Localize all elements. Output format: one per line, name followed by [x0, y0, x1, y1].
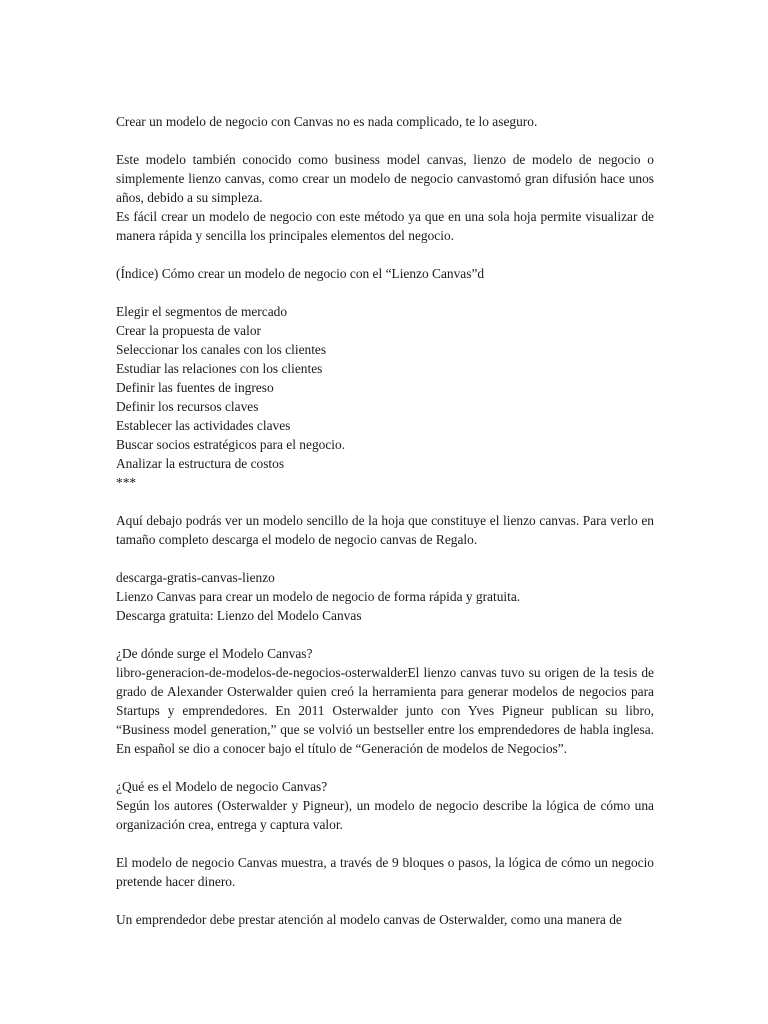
download-block — [116, 568, 654, 625]
list-item: Buscar socios estratégicos para el negocio. — [116, 437, 346, 452]
list-item: Elegir el segmentos de mercado — [116, 304, 288, 319]
intro-paragraph: Crear un modelo de negocio con Canvas no es nada complicado, te lo aseguro. — [116, 114, 538, 129]
list-item: Estudiar las relaciones con los clientes — [116, 361, 323, 376]
nine-blocks-paragraph: El modelo de negocio Canvas muestra, a través de 9 bloques o pasos, la lógica de cómo un negocio pretende hacer dinero. — [116, 855, 654, 889]
definition-section — [116, 777, 654, 834]
list-item: Seleccionar los canales con los clientes — [116, 342, 327, 357]
canvas-preview-paragraph: Aquí debajo podrás ver un modelo sencillo de la hoja que constituye el lienzo canvas. Para verlo en tamaño completo descarga el modelo de negocio canvas de Regalo. — [116, 513, 654, 547]
image-alt-text: descarga-gratis-canvas-lienzo — [116, 570, 275, 585]
ease-paragraph: Es fácil crear un modelo de negocio con este método ya que en una sola hoja permite visualizar de manera rápida y sencilla los principales elementos del negocio. — [116, 209, 654, 243]
document-page — [116, 112, 654, 948]
origin-paragraph: libro-generacion-de-modelos-de-negocios-osterwalderEl lienzo canvas tuvo su origen de la tesis de grado de Alexander Osterwalder quien creó la herramienta para generar modelos de negocios para Startups y emprendedores. En 2011 Osterwalder junto con Yves Pigneur publican su libro, “Business model generation,” que se volvió un bestseller entre los emprendedores de habla inglesa. En español se dio a conocer bajo el título de “Generación de modelos de Negocios”. — [116, 665, 654, 756]
entrepreneur-paragraph: Un emprendedor debe prestar atención al modelo canvas de Osterwalder, como una manera de — [116, 912, 622, 927]
index-title: (Índice) Cómo crear un modelo de negocio con el “Lienzo Canvas”d — [116, 266, 485, 281]
separator-asterisks: *** — [116, 475, 137, 490]
list-item: Definir las fuentes de ingreso — [116, 380, 274, 395]
list-item: Crear la propuesta de valor — [116, 323, 262, 338]
definition-heading: ¿Qué es el Modelo de negocio Canvas? — [116, 779, 328, 794]
definition-paragraph: Según los autores (Osterwalder y Pigneur), un modelo de negocio describe la lógica de cómo una organización crea, entrega y captura valor. — [116, 798, 654, 832]
origin-section — [116, 644, 654, 758]
download-link[interactable]: Descarga gratuita: Lienzo del Modelo Canvas — [116, 608, 362, 623]
list-item: Establecer las actividades claves — [116, 418, 291, 433]
list-item: Analizar la estructura de costos — [116, 456, 285, 471]
description-paragraph: Este modelo también conocido como business model canvas, lienzo de modelo de negocio o simplemente lienzo canvas, como crear un modelo de negocio canvastomó gran difusión hace unos años, debido a su simpleza. — [116, 152, 654, 205]
steps-list — [116, 302, 654, 492]
description-block — [116, 150, 654, 245]
download-caption: Lienzo Canvas para crear un modelo de negocio de forma rápida y gratuita. — [116, 589, 521, 604]
origin-heading: ¿De dónde surge el Modelo Canvas? — [116, 646, 313, 661]
list-item: Definir los recursos claves — [116, 399, 259, 414]
